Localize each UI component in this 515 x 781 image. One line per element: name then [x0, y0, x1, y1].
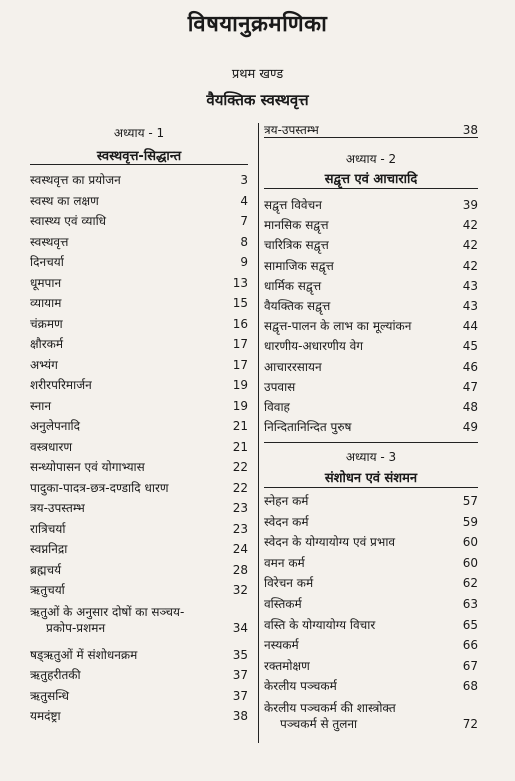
entry-title: नस्यकर्म [264, 638, 299, 653]
entry-title: स्वास्थ्य एवं व्याधि [30, 214, 107, 228]
entry-title: चारित्रिक सद्वृत्त [264, 238, 329, 253]
entry-title: केरलीय पञ्चकर्म [264, 679, 337, 694]
entry-title: निन्दितानिन्दित पुरुष [264, 420, 352, 435]
entry-title-line-2: पञ्चकर्म से तुलना [280, 717, 358, 731]
entry-page: 21 [232, 439, 248, 454]
toc-entry [264, 238, 478, 252]
chapter-1-heading: अध्याय - 1 [113, 126, 165, 140]
toc-entry [30, 399, 248, 413]
entry-page: 19 [232, 378, 248, 392]
entry-title: स्वेदन के योग्यायोग्य एवं प्रभाव [264, 535, 396, 550]
entry-page: 65 [462, 617, 478, 632]
entry-title: पादुका-पादत्र-छत्र-दण्डादि धारण [30, 480, 169, 495]
entry-title: ऋतुसन्धि [30, 688, 70, 703]
toc-entry [30, 276, 248, 290]
toc-entry [30, 668, 248, 682]
toc-entry [264, 279, 478, 293]
chapter-2-rule [264, 188, 478, 189]
entry-title: ऋतुचर्या [30, 583, 65, 597]
toc-entry [30, 709, 248, 723]
toc-entry [30, 419, 248, 433]
entry-page: 19 [232, 398, 248, 413]
entry-page: 8 [240, 234, 248, 249]
toc-entry [30, 255, 248, 269]
entry-page: 4 [240, 193, 248, 208]
entry-page: 17 [232, 357, 248, 372]
toc-entry [30, 173, 248, 187]
entry-title: आचाररसायन [264, 359, 322, 374]
entry-title: स्नान [30, 398, 52, 413]
toc-entry [30, 689, 248, 703]
entry-title-line-1: केरलीय पञ्चकर्म की शास्त्रोक्त [264, 701, 396, 715]
toc-entry [30, 194, 248, 208]
entry-page: 23 [232, 521, 248, 536]
column-divider [258, 123, 259, 743]
entry-title: ब्रह्मचर्य [30, 562, 62, 577]
entry-title: अनुलेपनादि [30, 419, 81, 433]
entry-page: 57 [462, 494, 478, 508]
toc-entry [30, 296, 248, 310]
entry-title: स्वस्थवृत्त का प्रयोजन [30, 173, 121, 187]
entry-page: 22 [232, 460, 248, 474]
entry-page: 63 [462, 597, 478, 611]
entry-page: 48 [462, 400, 478, 414]
entry-title: चंक्रमण [30, 316, 63, 331]
toc-entry [30, 542, 248, 556]
entry-page: 42 [462, 238, 478, 253]
entry-title: षड्ऋतुओं में संशोधनक्रम [30, 647, 138, 662]
entry-title: रक्तमोक्षण [264, 658, 310, 673]
entry-page: 38 [462, 123, 478, 137]
toc-entry [264, 659, 478, 673]
toc-entry [30, 563, 248, 577]
chapter-1-rule [30, 164, 248, 165]
toc-entry [264, 556, 478, 570]
entry-title: ऋतुहरीतकी [30, 668, 81, 682]
entry-page: 68 [462, 679, 478, 694]
entry-title: सामाजिक सद्वृत्त [264, 258, 334, 273]
entry-title: क्षौरकर्म [30, 337, 64, 351]
chapter-3-heading: अध्याय - 3 [345, 450, 397, 464]
toc-entry [264, 679, 478, 693]
toc-entry [30, 604, 248, 636]
chapter-3-top-rule [264, 442, 478, 443]
entry-title: सद्वृत्त-पालन के लाभ का मूल्यांकन [264, 319, 412, 334]
toc-entry [264, 618, 478, 632]
chapter-2-title: सद्वृत्त एवं आचारादि [324, 172, 418, 187]
entry-page: 22 [232, 480, 248, 495]
toc-entry [264, 360, 478, 374]
entry-page: 17 [232, 337, 248, 351]
part-title: वैयक्तिक स्वस्थवृत्त [206, 91, 309, 109]
entry-title: सन्ध्योपासन एवं योगाभ्यास [30, 460, 145, 474]
toc-entry [30, 501, 248, 515]
entry-title: स्वस्थवृत्त [30, 234, 69, 249]
entry-title-line-1: ऋतुओं के अनुसार दोषों का सञ्चय- [30, 604, 185, 619]
entry-title: अभ्यंग [30, 357, 58, 372]
entry-page: 16 [232, 316, 248, 331]
toc-entry [264, 700, 478, 732]
toc-entry [30, 583, 248, 597]
entry-title: शरीरपरिमार्जन [30, 378, 92, 392]
entry-page: 43 [462, 278, 478, 293]
toc-entry [30, 214, 248, 228]
entry-page: 24 [232, 542, 248, 556]
toc-entry [30, 460, 248, 474]
toc-entry [264, 299, 478, 313]
entry-page: 47 [462, 379, 478, 394]
entry-page: 9 [240, 255, 248, 269]
toc-entry [264, 218, 478, 232]
toc-entry [30, 522, 248, 536]
toc-entry [264, 638, 478, 652]
entry-page: 28 [232, 562, 248, 577]
entry-page: 15 [232, 296, 248, 310]
entry-page: 42 [462, 218, 478, 233]
entry-page: 37 [232, 668, 248, 682]
entry-title: सद्वृत्त विवेचन [264, 198, 322, 212]
page-title: विषयानुक्रमणिका [187, 12, 328, 37]
entry-title: वस्ति के योग्यायोग्य विचार [264, 617, 376, 632]
toc-entry [264, 494, 478, 508]
toc-entry [30, 235, 248, 249]
entry-title: स्वप्ननिद्रा [30, 542, 68, 556]
entry-title: स्वेदन कर्म [264, 514, 309, 529]
entry-page: 7 [240, 214, 248, 228]
part-label: प्रथम खण्ड [231, 67, 284, 82]
entry-page: 62 [462, 576, 478, 591]
toc-entry [264, 400, 478, 414]
entry-title: वमन कर्म [264, 555, 305, 570]
entry-page: 49 [462, 420, 478, 435]
toc-entry [264, 515, 478, 529]
entry-title: रात्रिचर्या [30, 521, 66, 536]
entry-title: स्नेहन कर्म [264, 494, 309, 508]
entry-title: स्वस्थ का लक्षण [30, 193, 99, 208]
toc-entry [264, 597, 478, 611]
entry-title: विरेचन कर्म [264, 576, 314, 591]
entry-page: 32 [232, 583, 248, 597]
toc-entry [30, 481, 248, 495]
entry-page: 44 [462, 319, 478, 334]
toc-entry [264, 319, 478, 333]
entry-page: 43 [462, 299, 478, 313]
entry-page: 66 [462, 638, 478, 653]
chapter-3-title: संशोधन एवं संशमन [324, 471, 418, 486]
entry-title: वस्तिकर्म [264, 597, 302, 611]
entry-page: 72 [462, 717, 478, 731]
toc-entry [30, 358, 248, 372]
chapter-1-title: स्वस्थवृत्त-सिद्धान्त [96, 149, 182, 164]
entry-title: धूमपान [30, 275, 62, 290]
toc-entry [264, 198, 478, 212]
entry-title: धारणीय-अधारणीय वेग [264, 339, 364, 354]
entry-title: मानसिक सद्वृत्त [264, 218, 329, 233]
entry-page: 67 [462, 658, 478, 673]
toc-entry [30, 648, 248, 662]
entry-page: 60 [462, 555, 478, 570]
entry-title: वैयक्तिक सद्वृत्त [264, 299, 331, 313]
entry-page: 60 [462, 535, 478, 550]
toc-entry [30, 317, 248, 331]
toc-entry [30, 440, 248, 454]
entry-title: वस्त्रधारण [30, 439, 73, 454]
entry-title: त्रय-उपस्तम्भ [30, 501, 85, 515]
toc-entry [264, 420, 478, 434]
entry-title: व्यायाम [30, 296, 62, 310]
entry-page: 59 [462, 514, 478, 529]
entry-page: 13 [232, 275, 248, 290]
entry-title: धार्मिक सद्वृत्त [264, 278, 322, 293]
entry-page: 23 [232, 501, 248, 515]
entry-title: त्रय-उपस्तम्भ [264, 123, 319, 137]
toc-entry [264, 259, 478, 273]
entry-page: 34 [232, 620, 248, 635]
chapter-2-heading: अध्याय - 2 [345, 152, 397, 166]
entry-page: 45 [462, 339, 478, 354]
toc-entry [30, 378, 248, 392]
entry-page: 3 [240, 173, 248, 187]
toc-entry [264, 380, 478, 394]
entry-title: यमदंष्ट्रा [30, 709, 61, 723]
entry-page: 37 [232, 688, 248, 703]
entry-page: 35 [232, 647, 248, 662]
toc-entry [264, 576, 478, 590]
entry-page: 38 [232, 709, 248, 723]
entry-page: 21 [232, 419, 248, 433]
toc-entry [264, 123, 478, 137]
entry-title: उपवास [264, 379, 296, 394]
toc-entry [264, 535, 478, 549]
chapter-3-rule [264, 487, 478, 488]
entry-page: 42 [462, 258, 478, 273]
entry-title: दिनचर्या [30, 255, 64, 269]
toc-entry [264, 339, 478, 353]
entry-title-line-2: प्रकोप-प्रशमन [46, 620, 106, 635]
entry-page: 46 [462, 359, 478, 374]
entry-page: 39 [462, 198, 478, 212]
toc-entry [30, 337, 248, 351]
entry-title: विवाह [264, 400, 290, 414]
top-rule [264, 137, 478, 138]
